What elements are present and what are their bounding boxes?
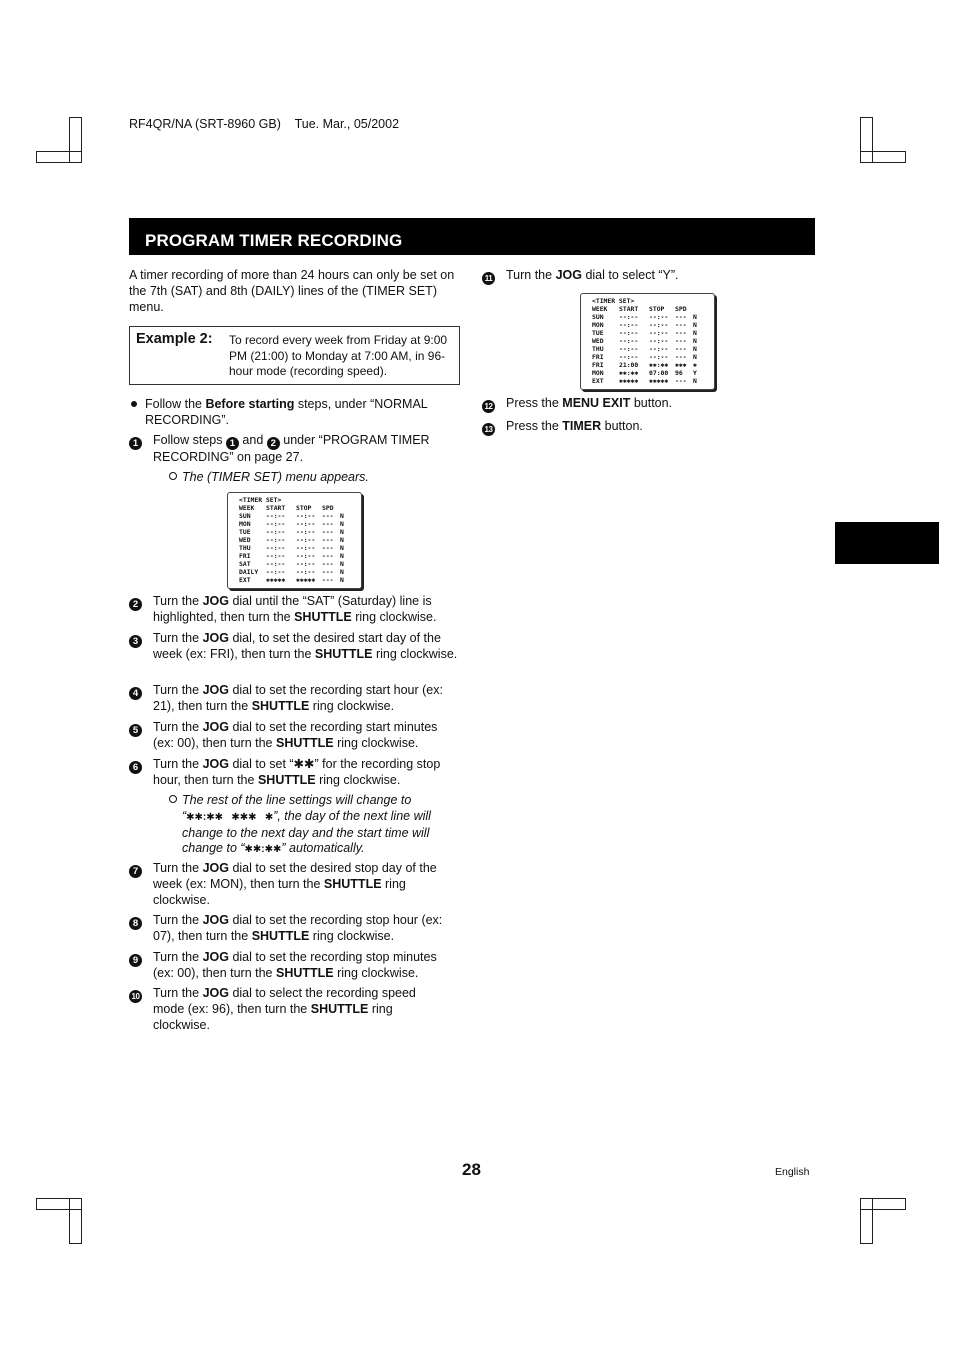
example-label: Example 2: [136, 331, 213, 347]
screen-row-cell: MON [239, 520, 251, 528]
screen-row-cell: ✱✱:✱✱ [649, 361, 669, 369]
screen-row-cell: --:-- [649, 329, 669, 337]
screen-row-cell: --- [322, 528, 334, 536]
screen-header-row-cell: WEEK [239, 504, 255, 512]
screen-row-cell: N [693, 321, 697, 329]
screen-row-cell: --:-- [296, 536, 316, 544]
screen-row-cell: N [340, 560, 344, 568]
screen-row-cell: --- [322, 512, 334, 520]
screen-row-cell: --- [675, 377, 687, 385]
screen-row-cell: THU [592, 345, 604, 353]
screen-header-row-cell: START [619, 305, 639, 313]
bullet-icon [131, 401, 137, 407]
screen-row-cell: FRI [239, 552, 251, 560]
screen-row-cell: N [693, 337, 697, 345]
screen-row-cell: MON [592, 321, 604, 329]
screen-row-cell: --- [675, 345, 687, 353]
language-label: English [775, 1166, 810, 1178]
screen-row-cell: --:-- [266, 512, 286, 520]
screen-row-cell: Y [693, 369, 697, 377]
screen-row-cell: ✱✱✱✱✱ [266, 576, 286, 584]
screen-row-cell: N [340, 536, 344, 544]
screen-row-cell: --:-- [296, 528, 316, 536]
screen-row-cell: SUN [239, 512, 251, 520]
section-title: PROGRAM TIMER RECORDING [145, 231, 403, 250]
step-number-6: 6 [129, 761, 142, 774]
screen-row-cell: N [340, 576, 344, 584]
screen-row-cell: --:-- [619, 345, 639, 353]
screen-row-cell: N [340, 544, 344, 552]
screen-row-cell: N [693, 377, 697, 385]
screen-row-cell: ✱✱✱✱✱ [619, 377, 639, 385]
screen-row-cell: N [693, 313, 697, 321]
screen-row-cell: --- [675, 353, 687, 361]
step-number-10: 10 [129, 990, 142, 1003]
screen-title: <TIMER SET> [592, 297, 635, 305]
screen-row-cell: N [340, 552, 344, 560]
screen-row-cell: 96 [675, 369, 683, 377]
ring-bullet-icon [169, 795, 177, 803]
screen-row-cell: --:-- [619, 321, 639, 329]
screen-row-cell: --:-- [296, 512, 316, 520]
screen-row-cell: --:-- [296, 544, 316, 552]
screen-row-cell: --:-- [266, 544, 286, 552]
example-box [129, 326, 460, 385]
screen-row-cell: N [693, 329, 697, 337]
screen-header-row-cell: WEEK [592, 305, 608, 313]
screen-row-cell: EXT [592, 377, 604, 385]
screen-row-cell: N [340, 520, 344, 528]
screen-row-cell: N [340, 528, 344, 536]
screen-row-cell: DAILY [239, 568, 259, 576]
step-number-5: 5 [129, 724, 142, 737]
screen-row-cell: --- [322, 536, 334, 544]
screen-row-cell: --:-- [296, 520, 316, 528]
screen-row-cell: N [340, 568, 344, 576]
crop-mark-bottom-left-h [36, 1198, 82, 1210]
ring-bullet-icon [169, 472, 177, 480]
example-text: To record every week from Friday at 9:00 PM (21:00) to Monday at 7:00 AM, in 96-hour mode (recording speed). [229, 333, 448, 379]
step-number-4: 4 [129, 687, 142, 700]
screen-row-cell: ✱ [693, 361, 697, 369]
intro-paragraph: A timer recording of more than 24 hours can only be set on the 7th (SAT) and 8th (DAILY) lines of the (TIMER SET) menu. [129, 268, 455, 314]
screen-title: <TIMER SET> [239, 496, 282, 504]
step-number-13: 13 [482, 423, 495, 436]
screen-row-cell: --:-- [649, 337, 669, 345]
screen-row-cell: --:-- [266, 552, 286, 560]
timer-set-screen-configured [580, 293, 715, 390]
screen-header-row-cell: STOP [296, 504, 312, 512]
screen-row-cell: ✱✱✱✱✱ [649, 377, 669, 385]
screen-row-cell: --- [675, 337, 687, 345]
screen-row-cell: --:-- [619, 353, 639, 361]
screen-row-cell: THU [239, 544, 251, 552]
timer-set-screen-initial [227, 492, 362, 589]
screen-row-cell: FRI [592, 353, 604, 361]
step-number-3: 3 [129, 635, 142, 648]
step-number-7: 7 [129, 865, 142, 878]
screen-row-cell: ✱✱:✱✱ [619, 369, 639, 377]
screen-row-cell: ✱✱✱✱✱ [296, 576, 316, 584]
screen-row-cell: --:-- [619, 313, 639, 321]
screen-row-cell: --:-- [266, 528, 286, 536]
step-number-8: 8 [129, 917, 142, 930]
page-number: 28 [462, 1160, 481, 1179]
screen-row-cell: 07:00 [649, 369, 669, 377]
screen-row-cell: EXT [239, 576, 251, 584]
screen-row-cell: --:-- [266, 520, 286, 528]
screen-row-cell: --- [675, 329, 687, 337]
screen-row-cell: --- [322, 560, 334, 568]
screen-row-cell: --- [322, 552, 334, 560]
document-id: RF4QR/NA (SRT-8960 GB) Tue. Mar., 05/2002 [129, 117, 400, 131]
screen-row-cell: --:-- [619, 329, 639, 337]
screen-header-row-cell: SPD [675, 305, 687, 313]
step-number-9: 9 [129, 954, 142, 967]
screen-row-cell: --- [322, 544, 334, 552]
screen-row-cell: TUE [592, 329, 604, 337]
screen-row-cell: --:-- [266, 536, 286, 544]
screen-row-cell: N [693, 345, 697, 353]
screen-row-cell: --:-- [649, 345, 669, 353]
step-number-11: 11 [482, 272, 495, 285]
screen-row-cell: --:-- [296, 568, 316, 576]
screen-row-cell: FRI [592, 361, 604, 369]
crop-mark-top-right-h [860, 151, 906, 163]
screen-row-cell: --:-- [296, 552, 316, 560]
screen-row-cell: N [693, 353, 697, 361]
screen-row-cell: N [340, 512, 344, 520]
screen-row-cell: 21:00 [619, 361, 639, 369]
screen-row-cell: ✱✱✱ [675, 361, 687, 369]
crop-mark-bottom-right-h [860, 1198, 906, 1210]
screen-row-cell: --- [322, 576, 334, 584]
screen-header-row-cell: START [266, 504, 286, 512]
screen-row-cell: --:-- [649, 313, 669, 321]
screen-row-cell: WED [239, 536, 251, 544]
screen-row-cell: --:-- [649, 353, 669, 361]
screen-row-cell: --- [322, 568, 334, 576]
section-title-bar [129, 218, 815, 255]
screen-header-row-cell: STOP [649, 305, 665, 313]
screen-row-cell: TUE [239, 528, 251, 536]
screen-row-cell: --- [322, 520, 334, 528]
screen-row-cell: SUN [592, 313, 604, 321]
screen-row-cell: --- [675, 321, 687, 329]
screen-row-cell: MON [592, 369, 604, 377]
screen-row-cell: --- [675, 313, 687, 321]
step-number-1: 1 [129, 437, 142, 450]
screen-row-cell: --:-- [619, 337, 639, 345]
screen-row-cell: --:-- [296, 560, 316, 568]
screen-row-cell: --:-- [649, 321, 669, 329]
step-number-2: 2 [129, 598, 142, 611]
screen-row-cell: WED [592, 337, 604, 345]
screen-row-cell: SAT [239, 560, 251, 568]
screen-row-cell: --:-- [266, 568, 286, 576]
step-number-12: 12 [482, 400, 495, 413]
screen-row-cell: --:-- [266, 560, 286, 568]
screen-header-row-cell: SPD [322, 504, 334, 512]
crop-mark-top-left-h [36, 151, 82, 163]
side-tab-marker [835, 522, 939, 564]
